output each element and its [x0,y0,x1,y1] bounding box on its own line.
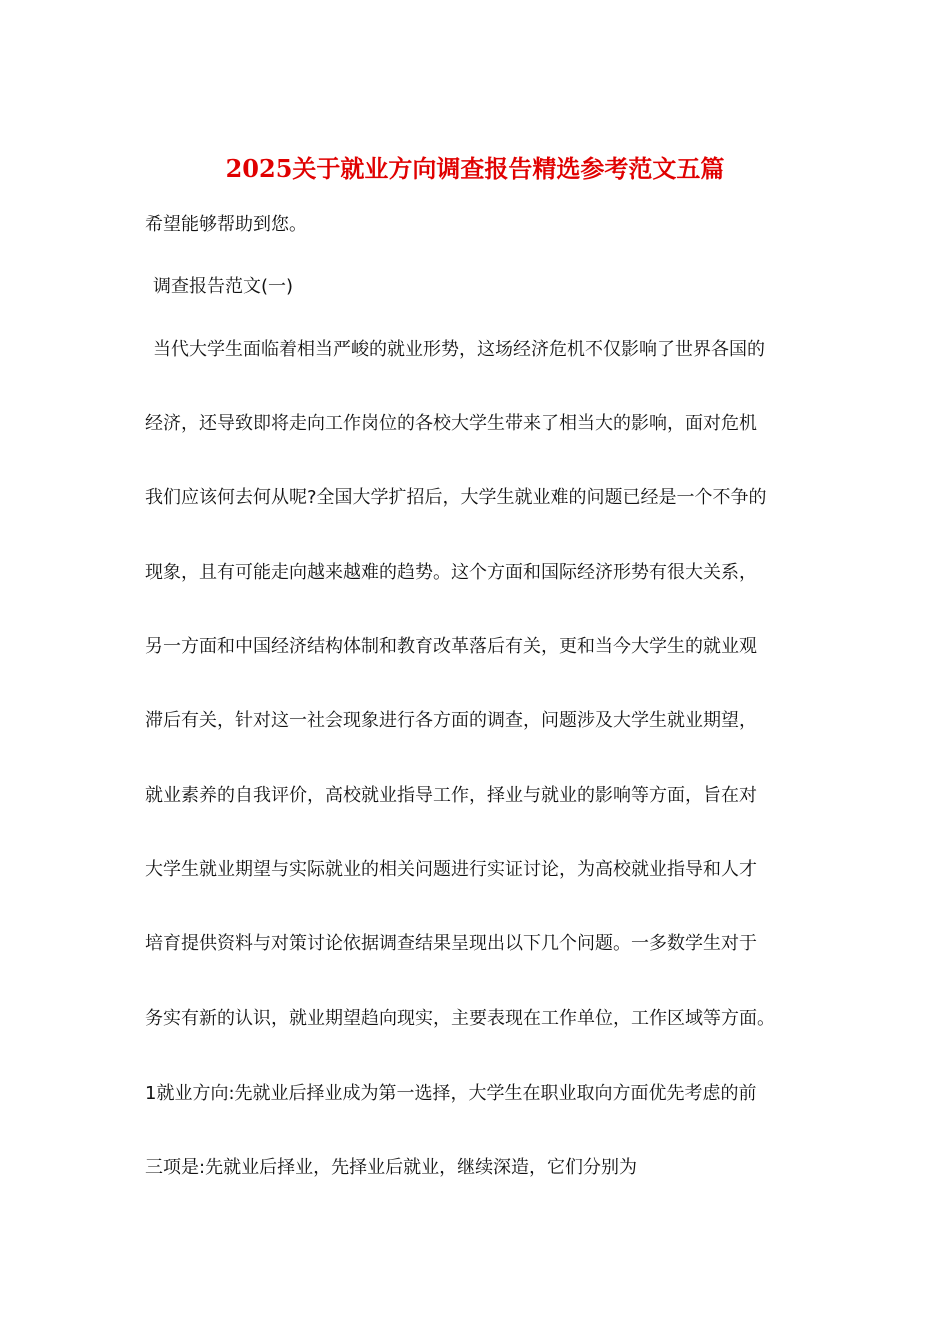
paragraph-line: 就业素养的自我评价，高校就业指导工作，择业与就业的影响等方面，旨在对 [145,785,757,806]
paragraph-line: 经济，还导致即将走向工作岗位的各校大学生带来了相当大的影响，面对危机 [145,413,757,434]
paragraph-line: 1就业方向:先就业后择业成为第一选择，大学生在职业取向方面优先考虑的前 [145,1083,757,1104]
paragraph-line: 务实有新的认识，就业期望趋向现实，主要表现在工作单位，工作区域等方面。 [145,1008,775,1029]
paragraph-line: 我们应该何去何从呢?全国大学扩招后，大学生就业难的问题已经是一个不争的 [145,487,767,508]
paragraph-line: 另一方面和中国经济结构体制和教育改革落后有关，更和当今大学生的就业观 [145,636,757,657]
document-title: 2025关于就业方向调查报告精选参考范文五篇 [225,154,725,183]
paragraph-line: 现象，且有可能走向越来越难的趋势。这个方面和国际经济形势有很大关系， [145,562,757,583]
paragraph-line: 培育提供资料与对策讨论依据调查结果呈现出以下几个问题。一多数学生对于 [145,933,757,954]
paragraph-line: 滞后有关，针对这一社会现象进行各方面的调查，问题涉及大学生就业期望， [145,710,757,731]
paragraph-line: 当代大学生面临着相当严峻的就业形势，这场经济危机不仅影响了世界各国的 [153,339,765,360]
intro-text: 希望能够帮助到您。 [145,214,307,235]
paragraph-line: 大学生就业期望与实际就业的相关问题进行实证讨论，为高校就业指导和人才 [145,859,757,880]
paragraph-line: 三项是:先就业后择业，先择业后就业，继续深造，它们分别为 [145,1157,638,1178]
section-heading: 调查报告范文(一) [153,276,294,297]
